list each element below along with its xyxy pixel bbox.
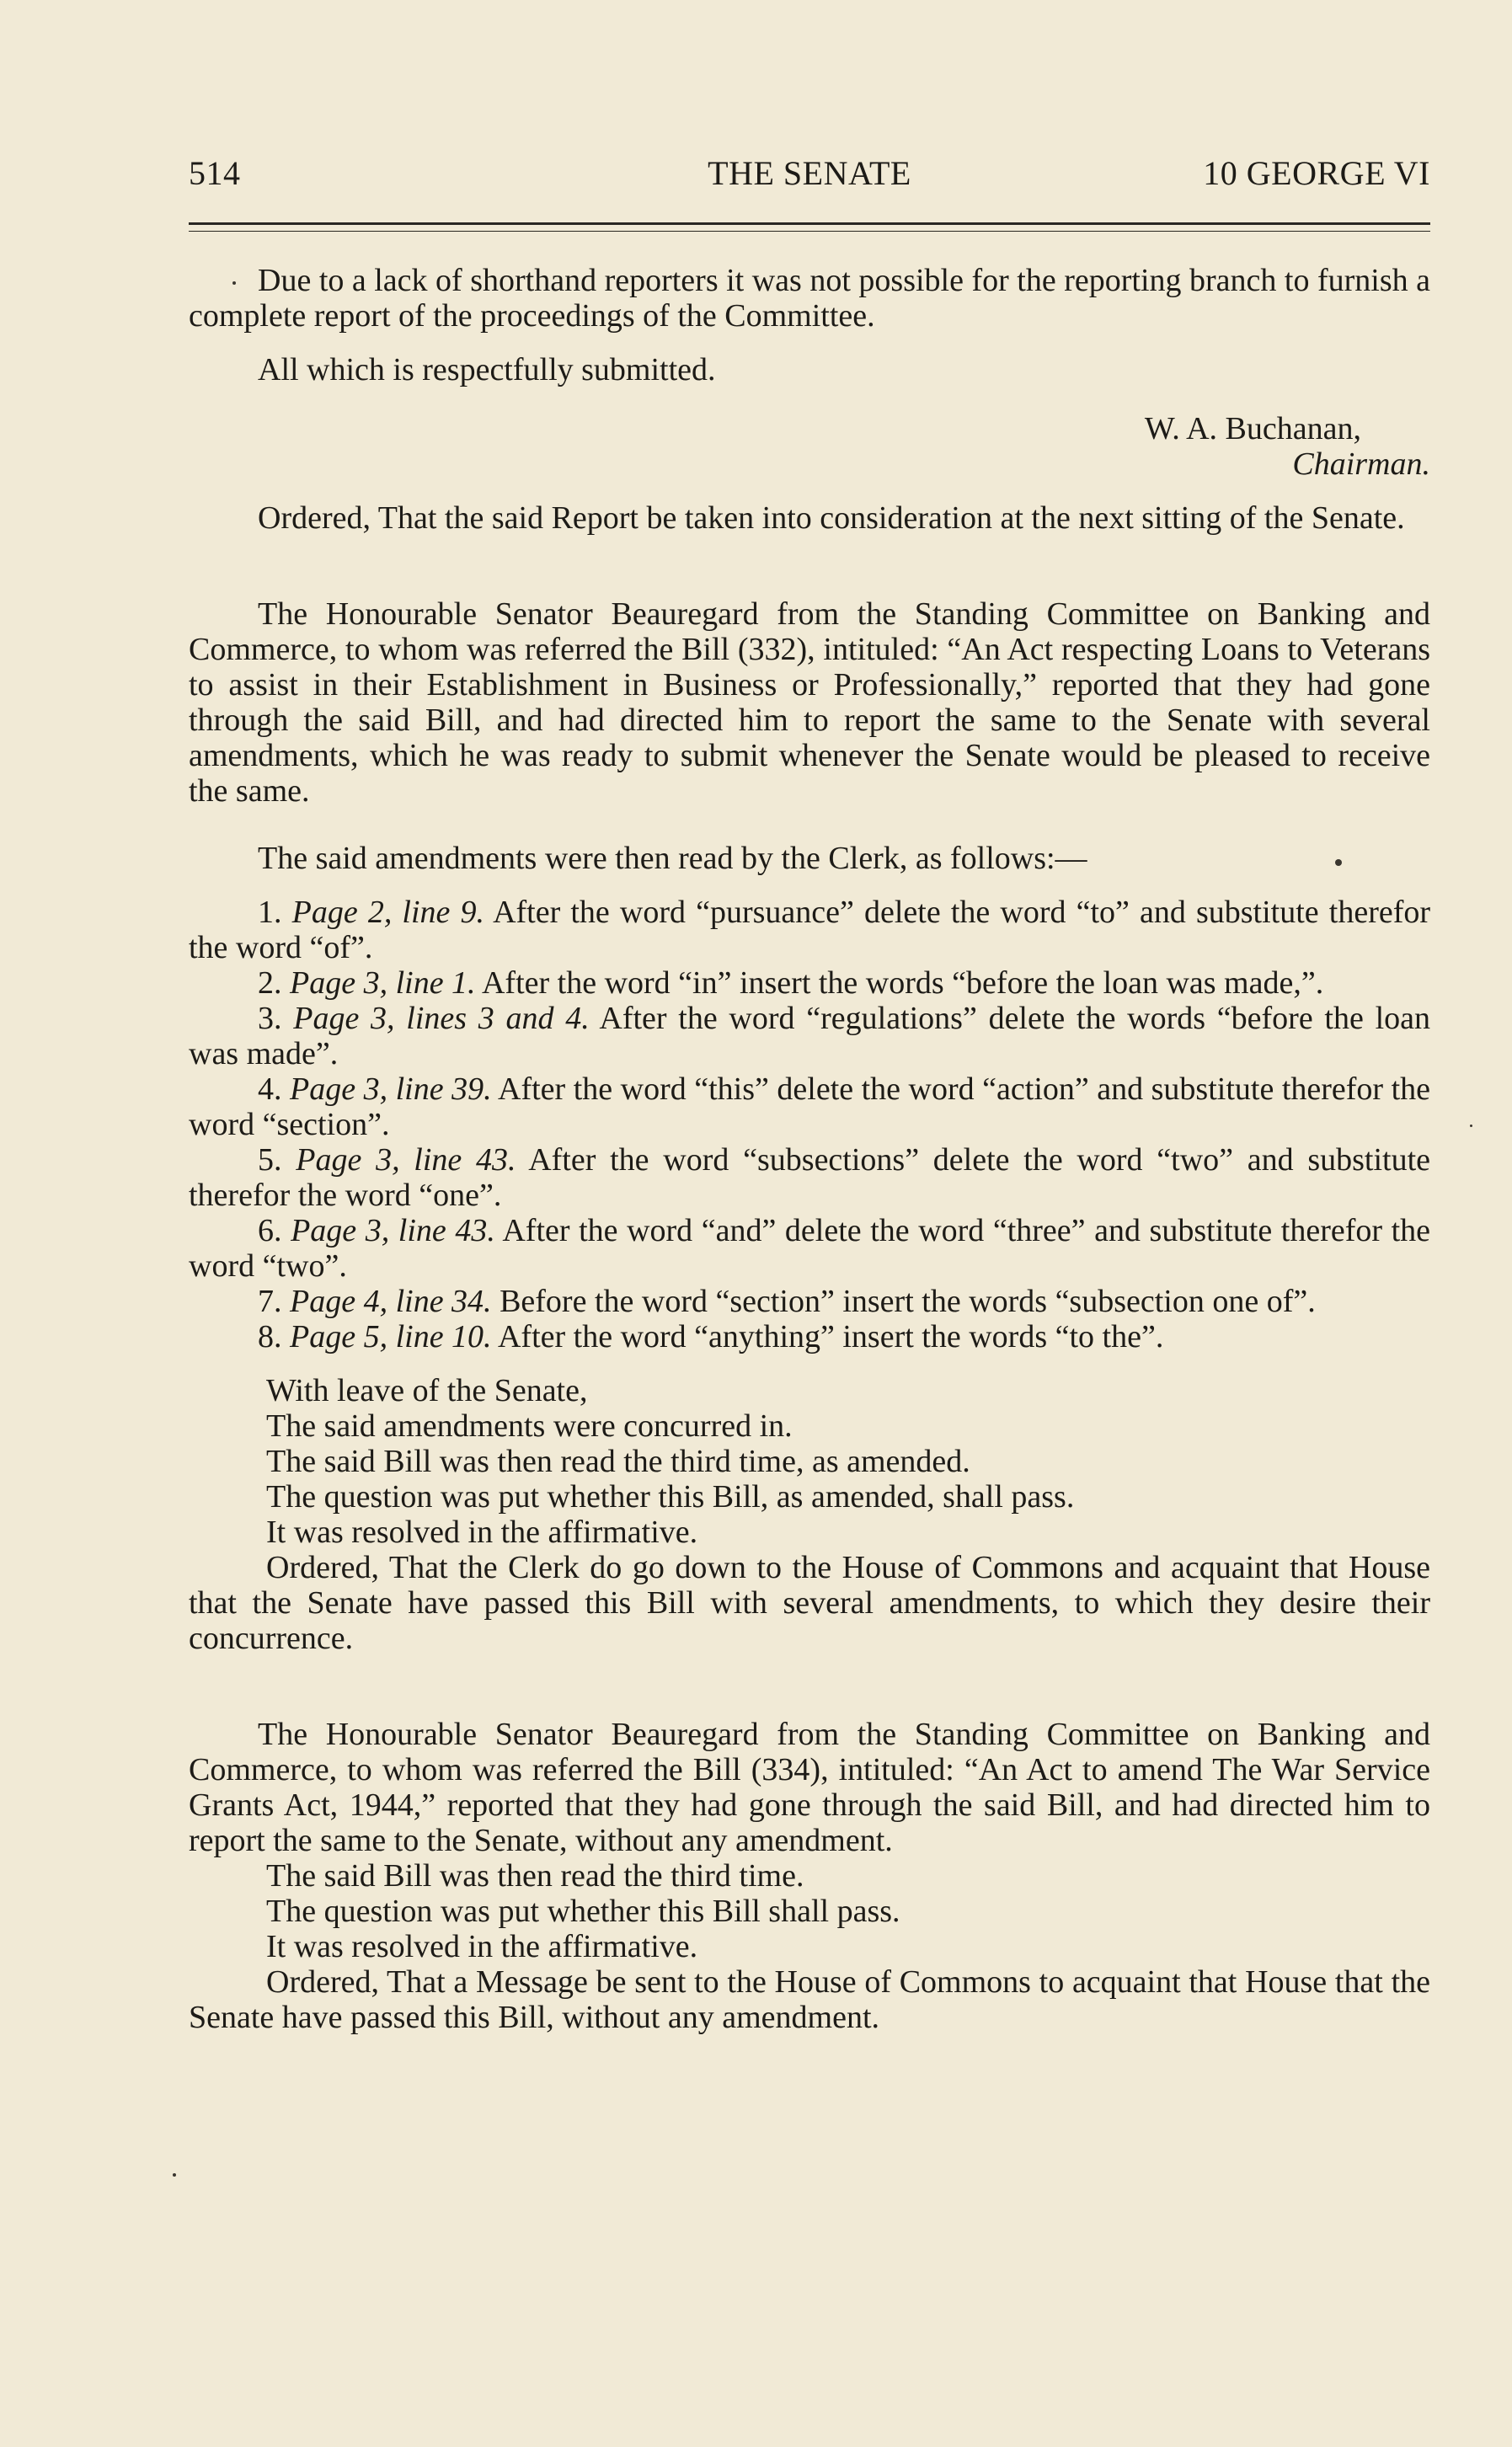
proceeding-line: Ordered, That a Message be sent to the House of Commons to acquaint that House that the Senate have passed this Bill, without any amendment. bbox=[189, 1964, 1430, 2035]
amendment-item bbox=[189, 1071, 1430, 1142]
amendment-text: Before the word “section” insert the words “subsection one of”. bbox=[500, 1284, 1316, 1319]
paper-speck bbox=[232, 281, 236, 285]
amendment-item bbox=[189, 1213, 1430, 1284]
page-body bbox=[189, 263, 1430, 2035]
amendments-list bbox=[189, 895, 1430, 1354]
amendment-item bbox=[189, 1284, 1430, 1319]
amendment-text: After the word “pursuance” delete the word “to” and substitute therefor the word “of”. bbox=[189, 895, 1431, 965]
amendment-number: 3. bbox=[258, 1001, 282, 1036]
amendment-item bbox=[189, 965, 1430, 1001]
amendment-number: 2. bbox=[258, 965, 282, 1001]
paragraph-amendments-intro: The said amendments were then read by the Clerk, as follows:— bbox=[258, 841, 1087, 876]
amendment-number: 7. bbox=[258, 1284, 282, 1319]
amendment-reference: Page 3, line 43. bbox=[296, 1142, 516, 1178]
header-double-rule bbox=[189, 222, 1430, 232]
amendment-number: 8. bbox=[258, 1319, 282, 1354]
paragraph-reporting-note: Due to a lack of shorthand reporters it was not possible for the reporting branch to furnish a complete report of the proceedings of the Committee. bbox=[189, 263, 1430, 334]
paragraph-report-ordered: Ordered, That the said Report be taken into consideration at the next sitting of the Senate. bbox=[258, 500, 1405, 536]
amendment-text: After the word “regulations” delete the words “before the loan was made”. bbox=[189, 1001, 1430, 1071]
proceeding-line: The said Bill was then read the third time. bbox=[266, 1858, 804, 1894]
amendment-reference: Page 3, lines 3 and 4. bbox=[293, 1001, 590, 1036]
amendment-text: After the word “this” delete the word “action” and substitute therefor the word “section”. bbox=[189, 1071, 1430, 1142]
amendment-text: After the word “subsections” delete the word “two” and substitute therefor the word “one”. bbox=[189, 1142, 1431, 1213]
amendment-reference: Page 3, line 1. bbox=[290, 965, 476, 1001]
proceeding-line: With leave of the Senate, bbox=[266, 1373, 588, 1408]
page-number: 514 bbox=[189, 154, 241, 192]
amendment-reference: Page 3, line 43. bbox=[291, 1213, 495, 1248]
amendment-text: After the word “in” insert the words “before the loan was made,”. bbox=[481, 965, 1324, 1001]
amendment-number: 4. bbox=[258, 1071, 282, 1107]
running-title: THE SENATE bbox=[708, 154, 911, 192]
paper-speck bbox=[173, 2173, 176, 2177]
paper-speck bbox=[1335, 859, 1342, 866]
signature-name: W. A. Buchanan, bbox=[1144, 411, 1361, 446]
amendment-reference: Page 4, line 34. bbox=[290, 1284, 492, 1319]
amendment-number: 1. bbox=[258, 895, 282, 930]
amendment-item bbox=[189, 1319, 1430, 1354]
amendment-item bbox=[189, 895, 1430, 965]
amendment-reference: Page 2, line 9. bbox=[291, 895, 485, 930]
page-header bbox=[189, 153, 1430, 200]
document-page bbox=[189, 0, 1430, 2447]
paper-speck bbox=[1470, 1125, 1472, 1127]
amendment-number: 5. bbox=[258, 1142, 282, 1178]
proceedings-bill-332 bbox=[189, 1373, 1430, 1656]
proceeding-line: It was resolved in the affirmative. bbox=[266, 1929, 698, 1964]
signature-title: Chairman. bbox=[1292, 446, 1430, 482]
proceeding-line: Ordered, That the Clerk do go down to the House of Commons and acquaint that House that the Senate have passed this Bill with several amendments, to which they desire their concurrence. bbox=[189, 1550, 1430, 1656]
amendment-number: 6. bbox=[258, 1213, 282, 1248]
proceeding-line: The question was put whether this Bill, as amended, shall pass. bbox=[266, 1479, 1075, 1515]
proceedings-bill-334 bbox=[189, 1858, 1430, 2035]
proceeding-line: The question was put whether this Bill shall pass. bbox=[266, 1894, 900, 1929]
amendment-reference: Page 3, line 39. bbox=[290, 1071, 492, 1107]
paragraph-submitted: All which is respectfully submitted. bbox=[258, 352, 716, 387]
paragraph-bill-332-report: The Honourable Senator Beauregard from the Standing Committee on Banking and Commerce, to whom was referred the Bill (332), intituled: “An Act respecting Loans to Veterans to assist in their Establishment in Business or Professionally,” reported that they had gone through the said Bill, and had directed him to report the same to the Senate with several amendments, which he was ready to submit whenever the Senate would be pleased to receive the same. bbox=[189, 596, 1430, 809]
amendment-text: After the word “and” delete the word “three” and substitute therefor the word “two”. bbox=[189, 1213, 1431, 1284]
amendment-reference: Page 5, line 10. bbox=[290, 1319, 492, 1354]
amendment-item bbox=[189, 1001, 1430, 1071]
paragraph-bill-334-report: The Honourable Senator Beauregard from the Standing Committee on Banking and Commerce, to whom was referred the Bill (334), intituled: “An Act to amend The War Service Grants Act, 1944,” reported that they had gone through the said Bill, and had directed him to report the same to the Senate, without any amendment. bbox=[189, 1717, 1430, 1858]
amendment-item bbox=[189, 1142, 1430, 1213]
proceeding-line: The said Bill was then read the third time, as amended. bbox=[266, 1444, 970, 1479]
amendment-text: After the word “anything” insert the words “to the”. bbox=[497, 1319, 1164, 1354]
session-label: 10 GEORGE VI bbox=[1203, 154, 1430, 192]
proceeding-line: The said amendments were concurred in. bbox=[266, 1408, 793, 1444]
proceeding-line: It was resolved in the affirmative. bbox=[266, 1515, 698, 1550]
